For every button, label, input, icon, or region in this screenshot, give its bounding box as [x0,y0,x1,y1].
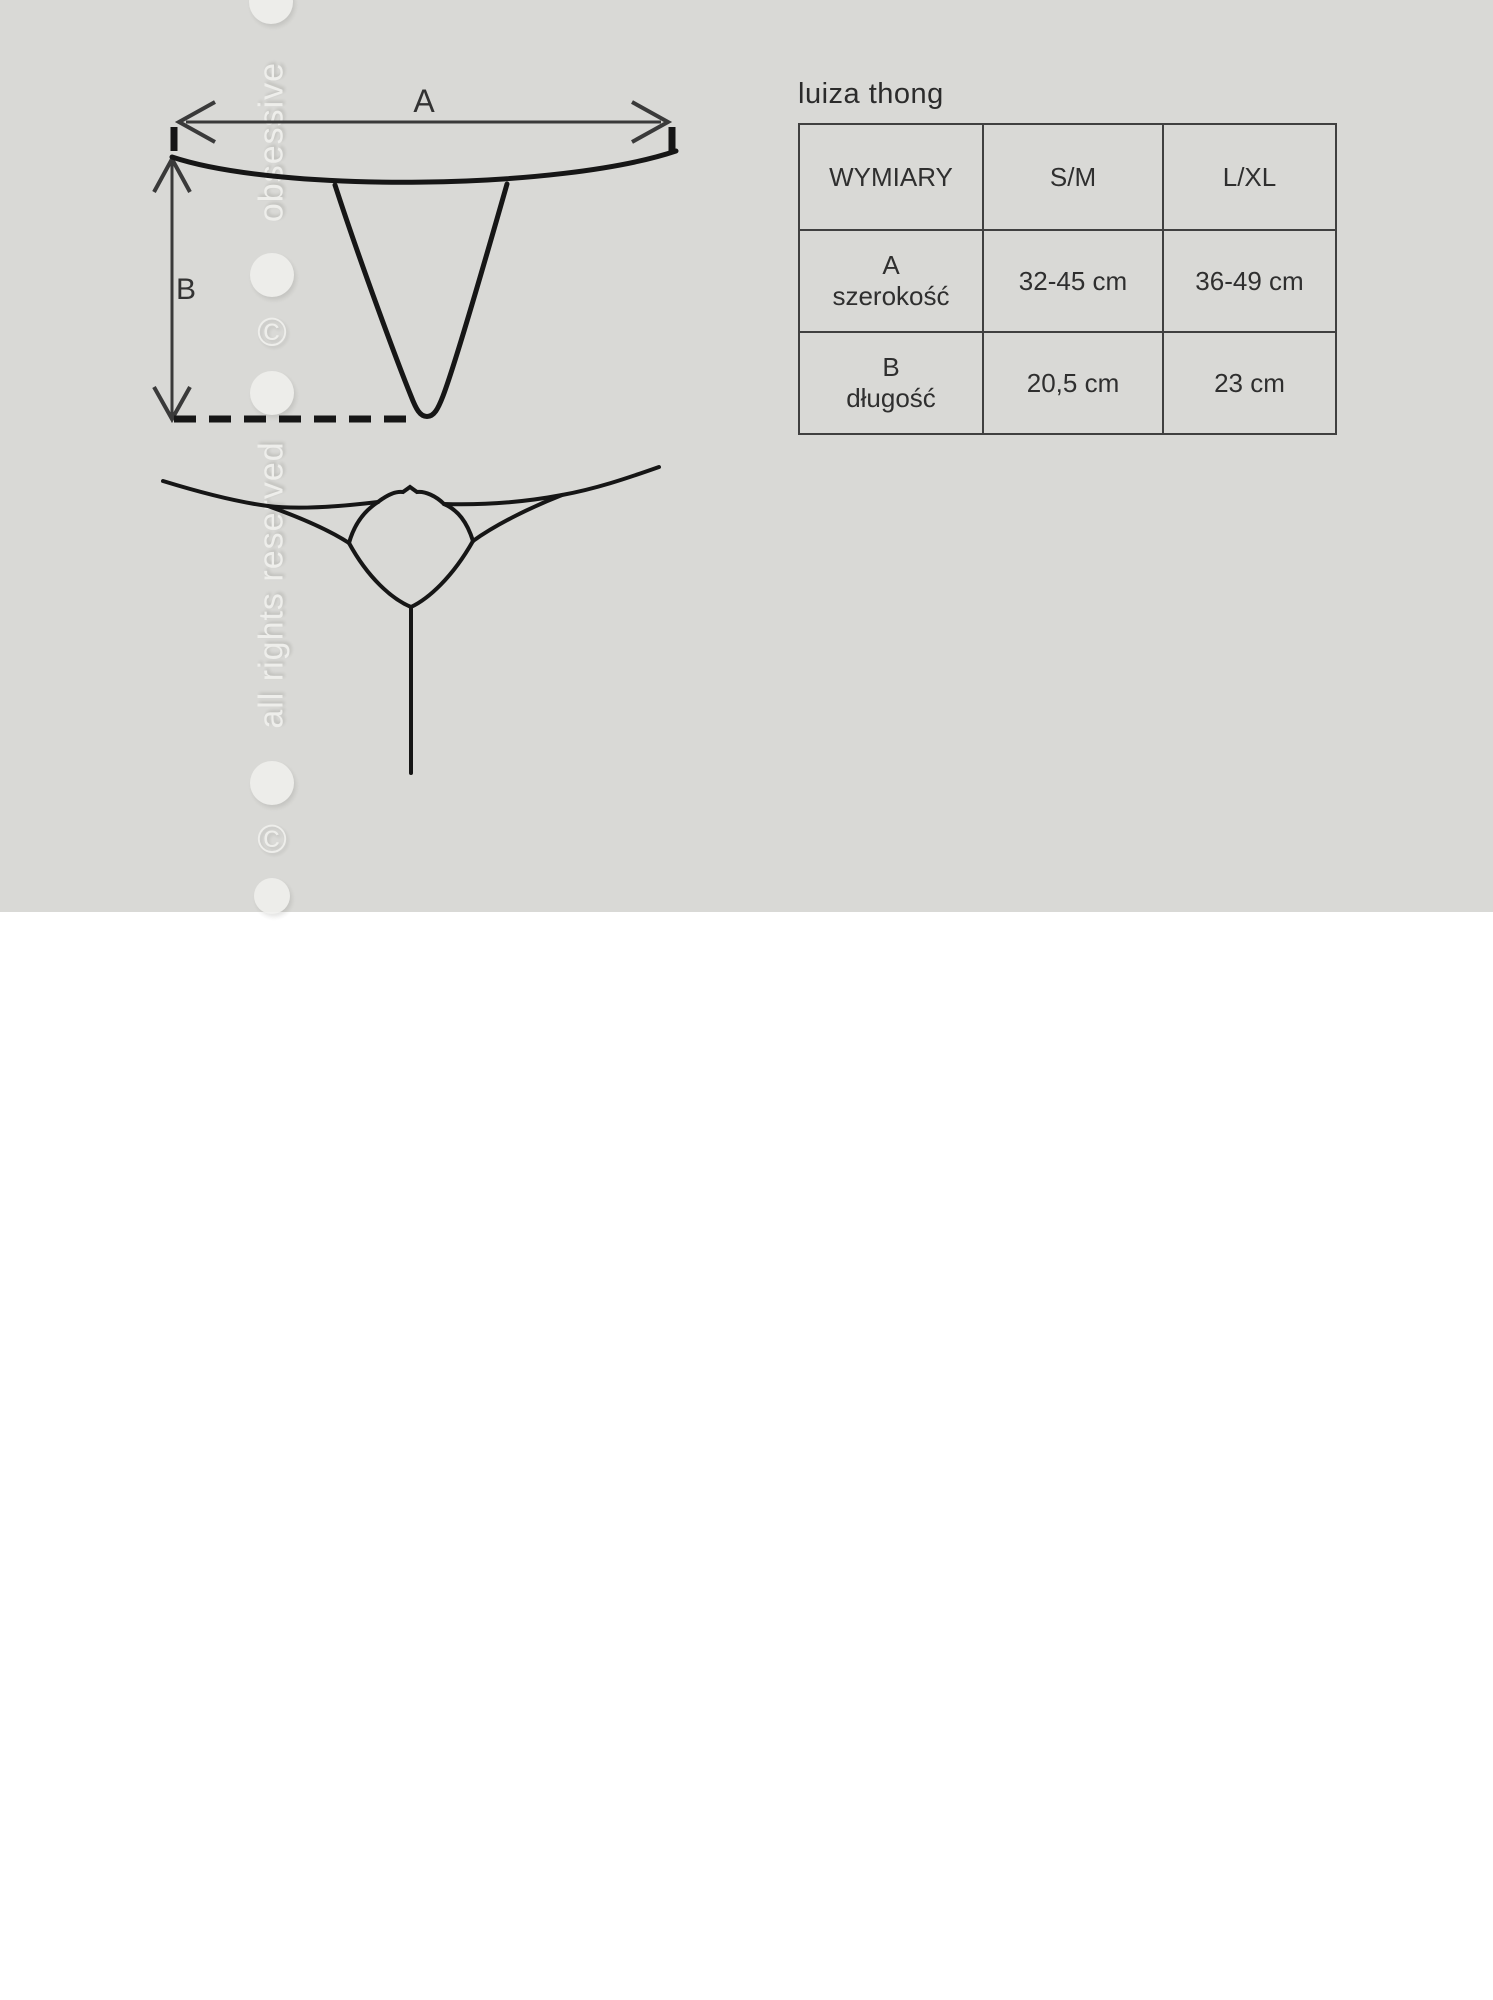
table-header-row [799,124,1336,230]
copyright-icon: © [257,310,287,355]
front-gusset-outline [335,184,507,417]
back-view-group [163,467,659,773]
table-row-width [799,230,1336,332]
header-cell-sm: S/M [983,124,1163,230]
header-cell-lxl: L/XL [1163,124,1336,230]
copyright-icon: © [257,817,287,862]
dimension-name: szerokość [832,281,950,311]
width-label: A [413,83,435,119]
table-row-length [799,332,1336,434]
back-shield-left-edge [349,502,378,543]
length-label: B [176,273,197,306]
watermark-rights-text: all rights reserved [252,441,291,729]
back-triangle-right-edge [411,541,473,607]
dimension-letter: B [882,352,900,383]
value-cell-lxl: 36-49 cm [1163,230,1336,332]
front-view-group [154,83,676,419]
dimension-letter: A [882,250,900,281]
back-triangle-left-edge [349,543,411,607]
value-cell-sm: 20,5 cm [983,332,1163,434]
page-title: luiza thong [798,78,944,110]
watermark-dot [254,878,290,914]
value-cell-sm: 32-45 cm [983,230,1163,332]
row-label-cell [799,332,983,434]
dimension-name: długość [846,383,936,413]
back-shield-right-edge [444,504,473,541]
value-cell-lxl: 23 cm [1163,332,1336,434]
back-crown-edge [378,487,444,504]
back-left-strap-branch [268,506,349,543]
thong-technical-drawing [0,0,780,820]
back-left-strap [163,481,378,508]
watermark-brand-text: obsessive [252,61,291,223]
header-cell-wymiary: WYMIARY [799,124,983,230]
size-table [798,123,1337,435]
row-label-cell [799,230,983,332]
front-waistband-line [172,151,676,182]
